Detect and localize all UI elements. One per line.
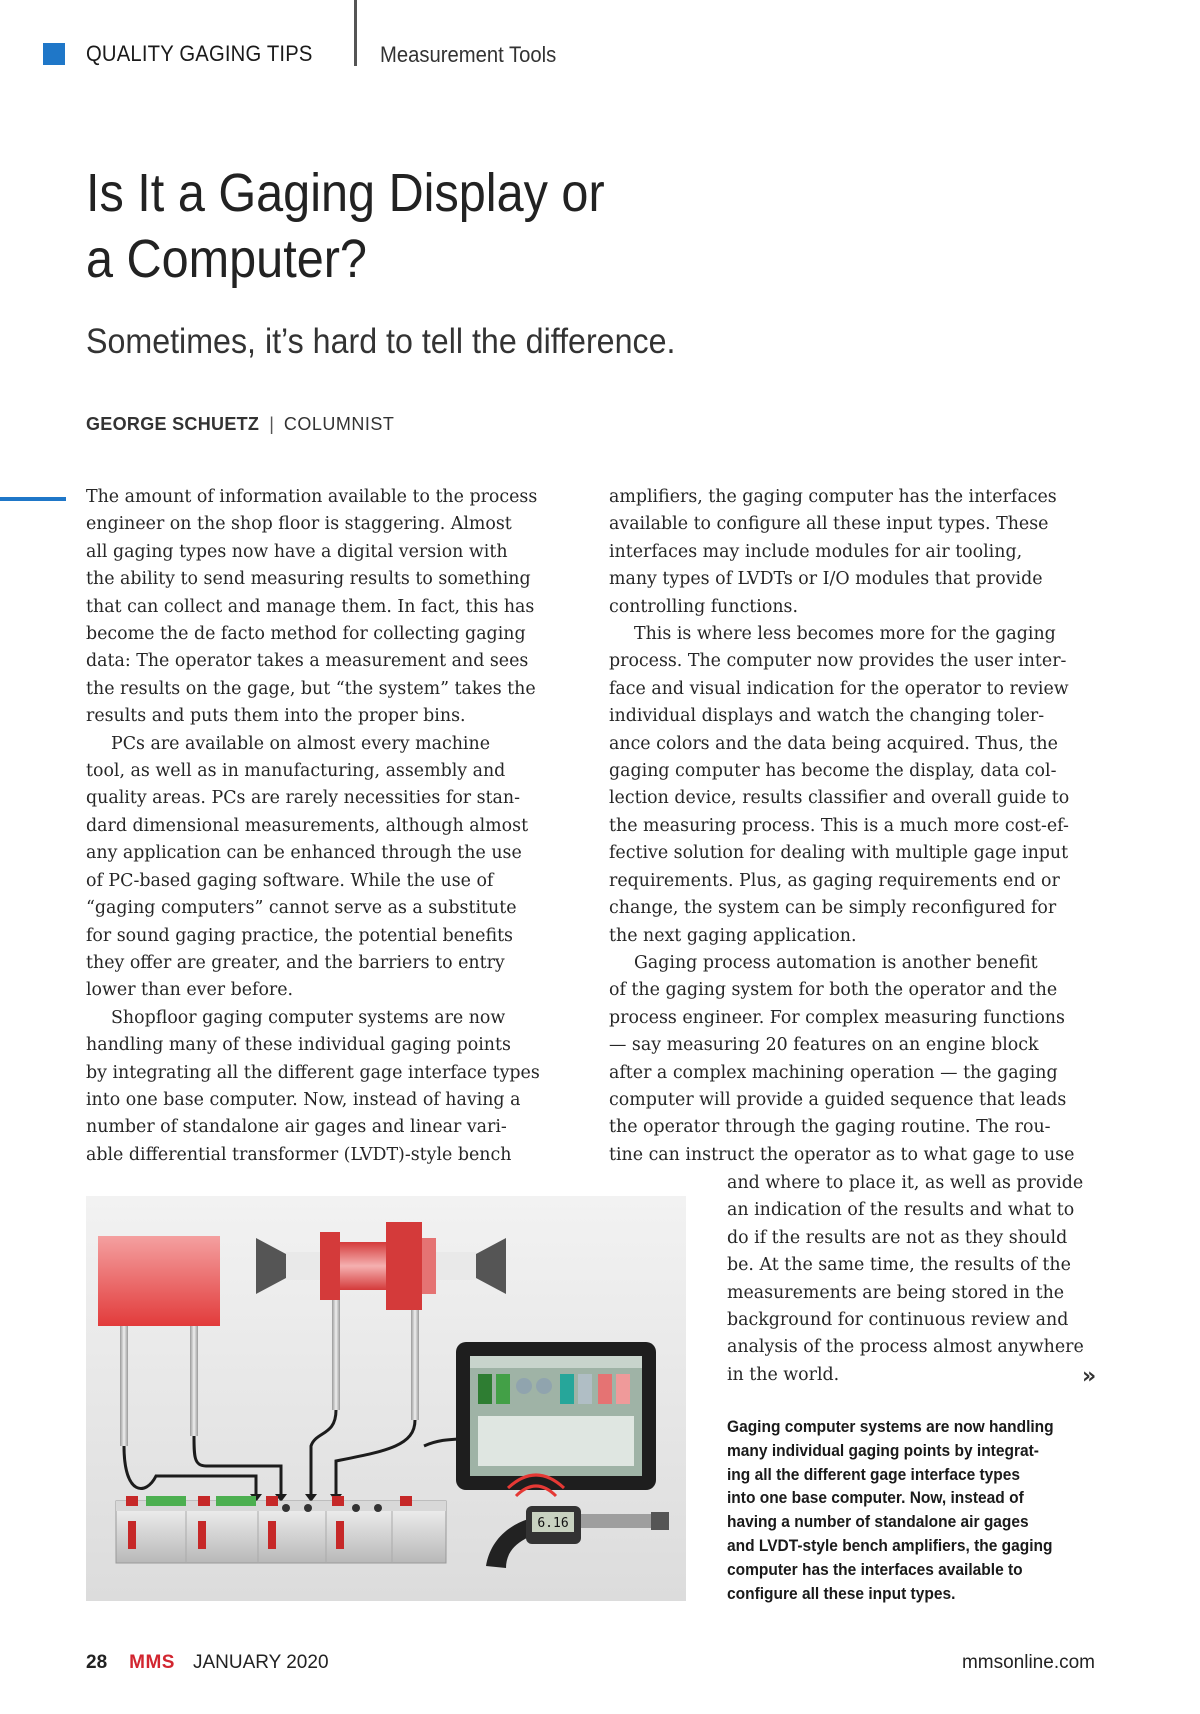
body-text-line: quality areas. PCs are rarely necessities for stan- — [86, 788, 520, 809]
body-text-line: PCs are available on almost every machine — [111, 733, 490, 754]
gaging-system-photo — [86, 1196, 686, 1601]
body-text-line: the next gaging application. — [609, 925, 857, 946]
continue-arrow-icon: » — [1082, 1364, 1097, 1389]
title-line-2: a Computer? — [86, 229, 367, 289]
topic-label: Measurement Tools — [380, 42, 557, 67]
body-text-line: do if the results are not as they should — [727, 1227, 1068, 1248]
body-text-line: “gaging computers” cannot serve as a substitute — [86, 898, 517, 919]
article-subtitle: Sometimes, it’s hard to tell the difference. — [86, 322, 676, 361]
body-text-line: handling many of these individual gaging points — [86, 1035, 511, 1056]
body-text-line: interfaces may include modules for air tooling, — [609, 541, 1023, 562]
body-text-line: tool, as well as in manufacturing, assembly and — [86, 761, 506, 782]
body-text-line: face and visual indication for the operator to review — [609, 678, 1069, 699]
author-role: COLUMNIST — [283, 414, 395, 434]
body-text-line: of PC-based gaging software. While the use of — [86, 870, 494, 891]
caption-line: into one base computer. Now, instead of — [727, 1489, 1024, 1508]
body-text-line: ance colors and the data being acquired. Thus, the — [609, 733, 1058, 754]
body-text-line: gaging computer has become the display, data col- — [609, 761, 1057, 782]
article-title — [86, 160, 770, 292]
body-text-line: the results on the gage, but “the system” takes the — [86, 678, 536, 699]
body-text-line: individual displays and watch the changing toler- — [609, 706, 1045, 727]
micrometer-readout: 6.16 — [537, 1516, 569, 1531]
body-text-line: number of standalone air gages and linear vari- — [86, 1117, 507, 1138]
caption-line: computer has the interfaces available to — [727, 1560, 1023, 1579]
caption-line: many individual gaging points by integrat- — [727, 1441, 1039, 1460]
gaging-computer-tablet — [456, 1342, 656, 1490]
body-text-line: controlling functions. — [609, 596, 798, 617]
caption-line: and LVDT-style bench amplifiers, the gaging — [727, 1536, 1053, 1555]
body-text-line: results and puts them into the proper bins. — [86, 706, 466, 727]
body-text-line: This is where less becomes more for the gaging — [634, 624, 1056, 645]
body-column-3 — [727, 1170, 1107, 1389]
body-text-line: change, the system can be simply reconfigured for — [609, 898, 1057, 919]
accent-rule — [0, 497, 66, 501]
body-text-line: measurements are being stored in the — [727, 1282, 1065, 1303]
body-text-line: Shopfloor gaging computer systems are now — [111, 1007, 506, 1028]
body-text-line: available to configure all these input types. These — [609, 514, 1049, 535]
body-text-line: fective solution for dealing with multiple gage input — [609, 843, 1069, 864]
body-text-line: the operator through the gaging routine. The rou- — [609, 1117, 1051, 1138]
body-text-line: into one base computer. Now, instead of having a — [86, 1089, 521, 1110]
body-text-line: tine can instruct the operator as to what gage to use — [609, 1144, 1075, 1165]
body-text-line: background for continuous review and — [727, 1310, 1069, 1331]
body-text-line: any application can be enhanced through the use — [86, 843, 522, 864]
byline — [86, 414, 394, 435]
title-line-1: Is It a Gaging Display or — [86, 163, 605, 223]
photo-caption — [727, 1416, 1107, 1606]
body-text-line: an indication of the results and what to — [727, 1200, 1075, 1221]
body-text-line: dard dimensional measurements, although almost — [86, 815, 529, 836]
body-column-2 — [609, 484, 1109, 1169]
body-text-line: lower than ever before. — [86, 980, 294, 1001]
body-text-line: analysis of the process almost anywhere — [727, 1337, 1084, 1358]
body-text-line: after a complex machining operation — the gaging — [609, 1062, 1058, 1083]
body-text-line: amplifiers, the gaging computer has the interfaces — [609, 487, 1057, 507]
body-text-line: many types of LVDTs or I/O modules that provide — [609, 569, 1043, 590]
footer-left — [86, 1652, 329, 1674]
body-text-line: able differential transformer (LVDT)-style bench — [86, 1144, 512, 1165]
body-text-line: requirements. Plus, as gaging requirements end or — [609, 870, 1060, 891]
red-fixture-block — [98, 1236, 220, 1326]
caption-line: having a number of standalone air gages — [727, 1513, 1029, 1532]
body-text-line: Gaging process automation is another benefit — [634, 952, 1038, 973]
section-marker-square — [43, 43, 65, 65]
magazine-name: MMS — [129, 1652, 175, 1673]
body-text-line: engineer on the shop floor is staggering. Almost — [86, 514, 512, 535]
body-text-line: and where to place it, as well as provide — [727, 1173, 1084, 1193]
body-text-line: — say measuring 20 features on an engine block — [609, 1035, 1039, 1056]
issue-date: JANUARY 2020 — [192, 1652, 329, 1673]
body-text-line: in the world. — [727, 1364, 840, 1385]
body-text-line: all gaging types now have a digital version with — [86, 541, 508, 562]
body-text-line: for sound gaging practice, the potential benefits — [86, 925, 513, 946]
website-url: mmsonline.com — [961, 1652, 1095, 1673]
section-label: QUALITY GAGING TIPS — [86, 41, 313, 66]
body-text-line: be. At the same time, the results of the — [727, 1255, 1071, 1276]
header-divider — [354, 0, 357, 66]
byline-separator: | — [269, 414, 274, 434]
caption-line: configure all these input types. — [727, 1584, 956, 1603]
body-text-line: the measuring process. This is a much more cost-ef- — [609, 815, 1069, 836]
body-text-line: the ability to send measuring results to something — [86, 569, 531, 590]
body-text-line: become the de facto method for collecting gaging — [86, 624, 526, 645]
body-text-line: data: The operator takes a measurement and sees — [86, 651, 529, 672]
body-column-1 — [86, 484, 576, 1169]
author-name: GEORGE SCHUETZ — [86, 414, 260, 434]
caption-line: Gaging computer systems are now handling — [727, 1418, 1054, 1436]
body-text-line: they offer are greater, and the barriers to entry — [86, 952, 505, 973]
body-text-line: of the gaging system for both the operator and the — [609, 980, 1058, 1001]
body-text-line: that can collect and manage them. In fact, this has — [86, 596, 535, 617]
body-text-line: lection device, results classifier and overall guide to — [609, 788, 1070, 809]
body-text-line: The amount of information available to the process — [86, 487, 538, 507]
caption-line: ing all the different gage interface types — [727, 1465, 1021, 1484]
page-number: 28 — [86, 1652, 108, 1673]
body-text-line: process. The computer now provides the user inter- — [609, 651, 1067, 672]
body-text-line: process engineer. For complex measuring functions — [609, 1007, 1065, 1028]
body-text-line: by integrating all the different gage interface types — [86, 1062, 540, 1083]
interface-module-rail — [116, 1496, 446, 1563]
body-text-line: computer will provide a guided sequence that leads — [609, 1089, 1067, 1110]
